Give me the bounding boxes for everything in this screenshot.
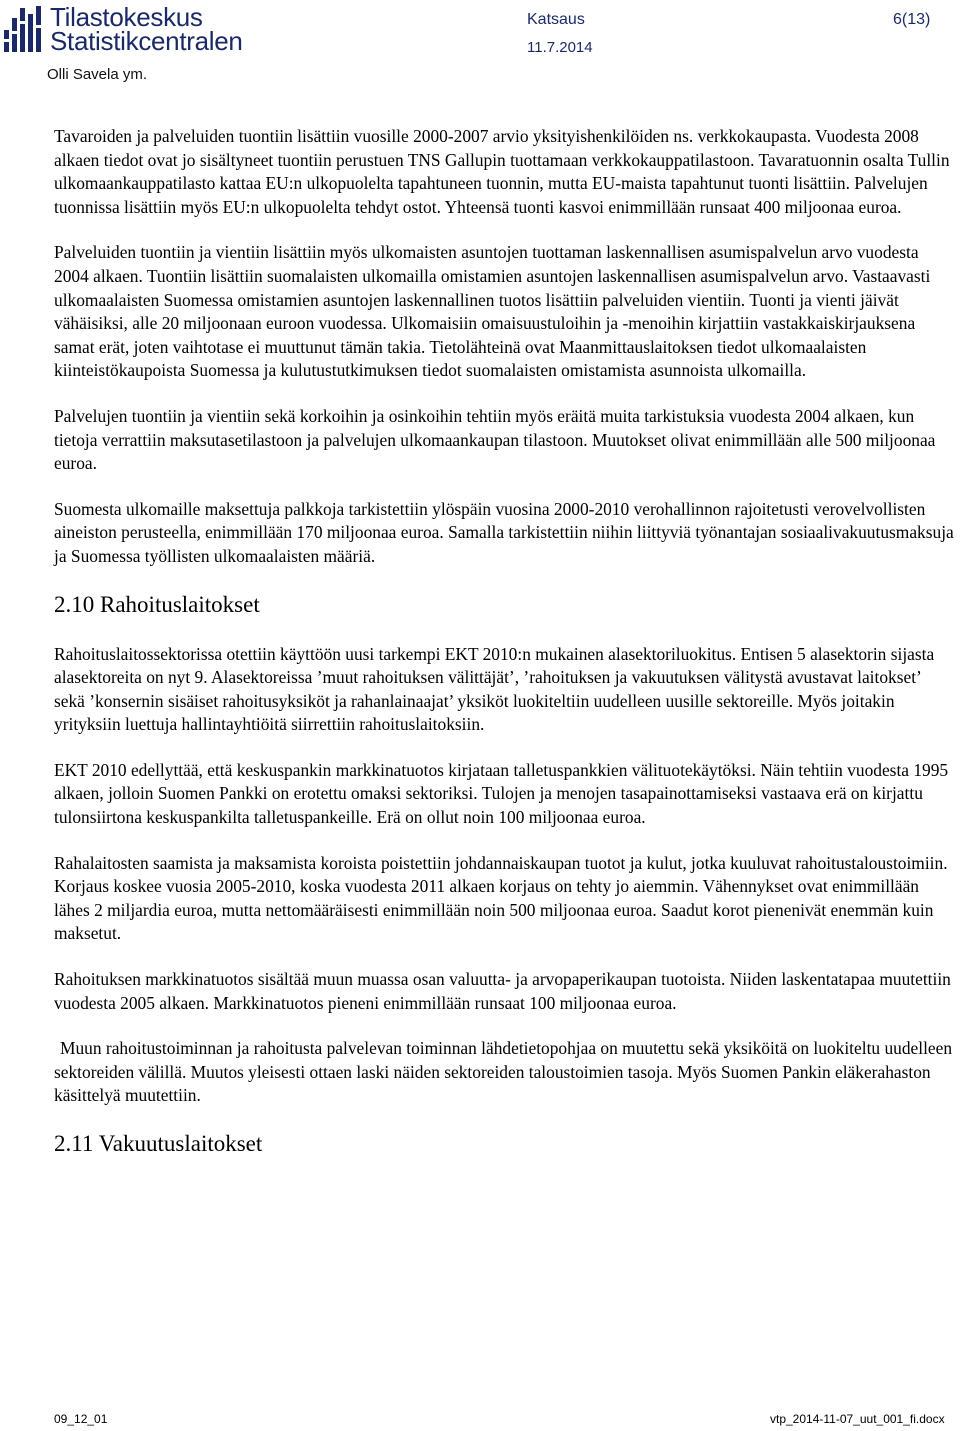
paragraph: Tavaroiden ja palveluiden tuontiin lisättiin vuosille 2000-2007 arvio yksityishenkilöiden ns. verkkokaupasta. Vuodesta 2008 alkaen tiedot ovat jo sisältyneet tuontiin perustuen TNS Gallupin tuottamaan verkkokauppatilastoon. Tavaratuonnin osalta Tullin ulkomaankauppatilasto kattaa EU:n ulkopuolelta tapahtuneen tuonnin, mutta EU-maista tapahtunut tuonti lisättiin. Palvelujen tuonnissa lisättiin myös EU:n ulkopuolelta tehdyt ostot. Yhteensä tuonti kasvoi enimmillään runsaat 400 miljoonaa euroa.	[54, 126, 950, 217]
org-name-sv: Statistikcentralen	[50, 26, 243, 56]
page-number: 6(13)	[893, 11, 931, 28]
document-date: 11.7.2014	[527, 39, 593, 56]
paragraph: Rahoituslaitossektorissa otettiin käyttöön uusi tarkempi EKT 2010:n mukainen alasektoriluokitus. Entisen 5 alasektorin sijasta alasektoreita on nyt 9. Alasektoreissa ’muut rahoituksen välittäjät’, ’rahoituksen ja vakuutuksen välitystä avustavat laitokset’ sekä ’konsernin sisäiset rahoitusyksiköt ja rahanlainaajat’ yksiköt luokiteltiin uudelleen uusille sektoreille. Myös joitakin yrityksiin luettuja hallintayhtiöitä siirrettiin rahoituslaitoksiin.	[54, 643, 935, 735]
paragraph: Palveluiden tuontiin ja vientiin lisättiin myös ulkomaisten asuntojen tuottaman laskennallisen asumispalvelun arvo vuodesta 2004 alkaen. Tuontiin lisättiin suomalaisten ulkomailla omistamien asuntojen laskennallisen asumispalvelun arvo. Vastaavasti ulkomaalaisten Suomessa omistamien asuntojen laskennallinen tuotos lisättiin palveluiden vientiin. Tuonti ja vienti jäivät vähäisiksi, alle 20 miljoonaan euroon vuodessa. Ulkomaisiin omaisuustuloihin ja -menoihin kirjattiin vastakkaiskirjauksena samat erät, joten vaihtotase ei muuttunut tämän takia. Tietolähteinä ovat Maanmittauslaitoksen tiedot ulkomaalaisten kiinteistökaupoista Suomessa ja kulutustutkimuksen tiedot suomalaisten omistamista asunnoista ulkomailla.	[54, 242, 931, 381]
tilastokeskus-logo-icon	[2, 4, 48, 54]
paragraph: Muun rahoitustoiminnan ja rahoitusta palvelevan toiminnan lähdetietopohjaa on muutettu sekä yksiköitä on luokiteltu uudelleen sektoreiden välillä. Muutos yleisesti ottaen laski näiden sektoreiden taloustoimien tasoja. Myös Suomen Pankin eläkerahaston käsittelyä muutettiin.	[54, 1038, 953, 1106]
paragraph: Rahoituksen markkinatuotos sisältää muun muassa osan valuutta- ja arvopaperikaupan tuotoista. Niiden laskentatapaa muutettiin vuodesta 2005 alkaen. Markkinatuotos pieneni enimmillään runsaat 100 miljoonaa euroa.	[54, 969, 951, 1013]
section-heading: 2.10 Rahoituslaitokset	[54, 591, 260, 617]
footer-code: 09_12_01	[54, 1412, 108, 1426]
paragraph: Rahalaitosten saamista ja maksamista koroista poistettiin johdannaiskaupan tuotot ja kulut, jotka kuuluvat rahoitustaloustoimiin. Korjaus koskee vuosia 2005-2010, koska vuodesta 2011 alkaen korjaus on tehty jo aiemmin. Vähennykset ovat enimmillään lähes 2 miljardia euroa, mutta nettomääräisesti enimmillään noin 500 miljoonaa euroa. Saadut korot pienenivät enemmän kuin maksetut.	[54, 852, 948, 944]
footer-filename: vtp_2014-11-07_uut_001_fi.docx	[770, 1412, 945, 1426]
paragraph: Palvelujen tuontiin ja vientiin sekä korkoihin ja osinkoihin tehtiin myös eräitä muita tarkistuksia vuodesta 2004 alkaen, kun tietoja verrattiin maksutasetilastoon ja palvelujen ulkomaankaupan tilastoon. Muutokset olivat enimmillään alle 500 miljoonaa euroa.	[54, 405, 936, 474]
org-name-fi: Tilastokeskus	[50, 2, 203, 32]
tilastokeskus-logo	[2, 4, 252, 54]
section-heading: 2.11 Vakuutuslaitokset	[54, 1131, 263, 1156]
document-body	[54, 125, 954, 1182]
document-type: Katsaus	[527, 11, 585, 28]
paragraph: EKT 2010 edellyttää, että keskuspankin markkinatuotos kirjataan talletuspankkien välituotekäytöksi. Näin tehtiin vuodesta 1995 alkaen, jolloin Suomen Pankki on erotettu omaksi sektoriksi. Tulojen ja menojen tasapainottamiseksi vastaava erä on kirjattu tulonsiirtona keskuspankilta talletuspankeille. Erä on ollut noin 100 miljoonaa euroa.	[54, 759, 949, 828]
paragraph: Suomesta ulkomaille maksettuja palkkoja tarkistettiin ylöspäin vuosina 2000-2010 verohallinnon rajoitetusti verovelvollisten aineiston perusteella, enimmillään 170 miljoonaa euroa. Samalla tarkistettiin niihin liittyviä työnantajan sosiaalivakuutusmaksuja ja Suomessa työllisten ulkomaalaisten määriä.	[54, 498, 954, 566]
author: Olli Savela ym.	[47, 66, 148, 83]
